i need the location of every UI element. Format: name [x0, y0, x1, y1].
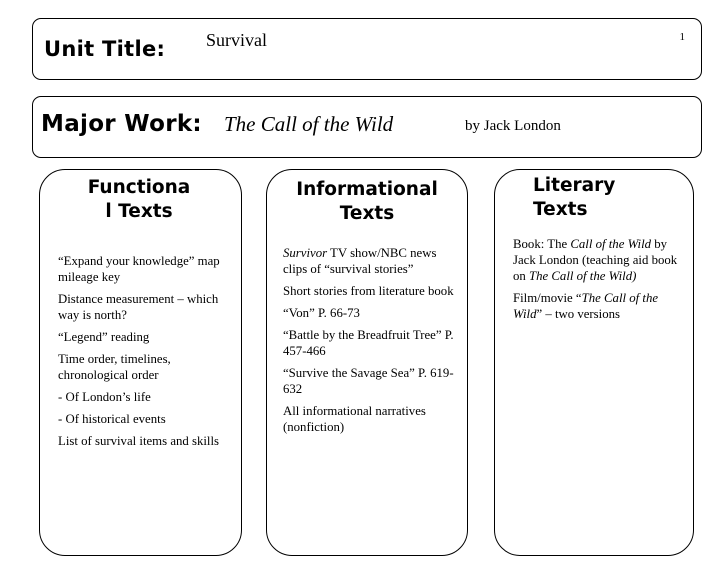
- film-prefix: Film/movie “: [513, 291, 582, 305]
- literary-heading-line2: Texts: [533, 199, 588, 220]
- functional-texts-column: [39, 169, 242, 556]
- list-item: [283, 245, 455, 277]
- book-prefix: Book: The: [513, 237, 571, 251]
- unit-title-value: Survival: [206, 30, 267, 50]
- book-title: Call of the Wild: [570, 237, 652, 251]
- literary-heading-line1: Literary: [533, 175, 616, 196]
- informational-texts-column: [266, 169, 468, 556]
- literary-texts-heading: [533, 174, 633, 222]
- list-item: “Legend” reading: [58, 330, 150, 344]
- list-item: “Expand your knowledge” map mileage key: [58, 254, 220, 284]
- list-item: Short stories from literature book: [283, 284, 454, 298]
- major-work-title: The Call of the Wild: [224, 112, 394, 136]
- informational-heading-line1: Informational: [296, 179, 438, 200]
- list-item: [513, 290, 681, 322]
- book-aid-title: The Call of the Wild): [529, 269, 637, 283]
- unit-title-label: Unit Title:: [44, 37, 166, 61]
- list-item: Time order, timelines, chronological order: [58, 352, 171, 382]
- list-item: - Of historical events: [58, 412, 166, 426]
- list-item: - Of London’s life: [58, 390, 151, 404]
- list-item: “Battle by the Breadfruit Tree” P. 457-466: [283, 328, 454, 358]
- literary-texts-list: [513, 236, 681, 328]
- list-item: “Survive the Savage Sea” P. 619-632: [283, 366, 454, 396]
- list-item: List of survival items and skills: [58, 434, 220, 448]
- functional-texts-heading: [74, 176, 204, 224]
- book-suffix: by Jack London (teaching aid book on: [513, 237, 678, 283]
- informational-texts-heading: [279, 178, 455, 226]
- literary-texts-column: [494, 169, 694, 556]
- list-item: Distance measurement – which way is north?: [58, 292, 219, 322]
- list-item: [513, 236, 681, 284]
- informational-texts-list: [283, 245, 455, 441]
- major-work-author: by Jack London: [465, 118, 561, 134]
- functional-heading-line1: Functiona: [87, 177, 191, 198]
- major-work-label: Major Work:: [41, 111, 202, 137]
- list-item: “Von” P. 66-73: [283, 306, 360, 320]
- unit-title-bar: [32, 18, 702, 80]
- page-number: 1: [679, 31, 685, 43]
- major-work-bar: [32, 96, 702, 158]
- film-suffix: ” – two versions: [536, 307, 620, 321]
- list-item: All informational narratives (nonfiction): [283, 404, 426, 434]
- functional-texts-list: [58, 253, 224, 455]
- survivor-show-title: Survivor: [283, 246, 328, 260]
- survivor-show-desc: TV show/NBC news clips of “survival stories”: [283, 246, 437, 276]
- film-title: The Call of the Wild: [513, 291, 659, 321]
- functional-heading-line2: l Texts: [105, 201, 173, 222]
- informational-heading-line2: Texts: [339, 203, 395, 224]
